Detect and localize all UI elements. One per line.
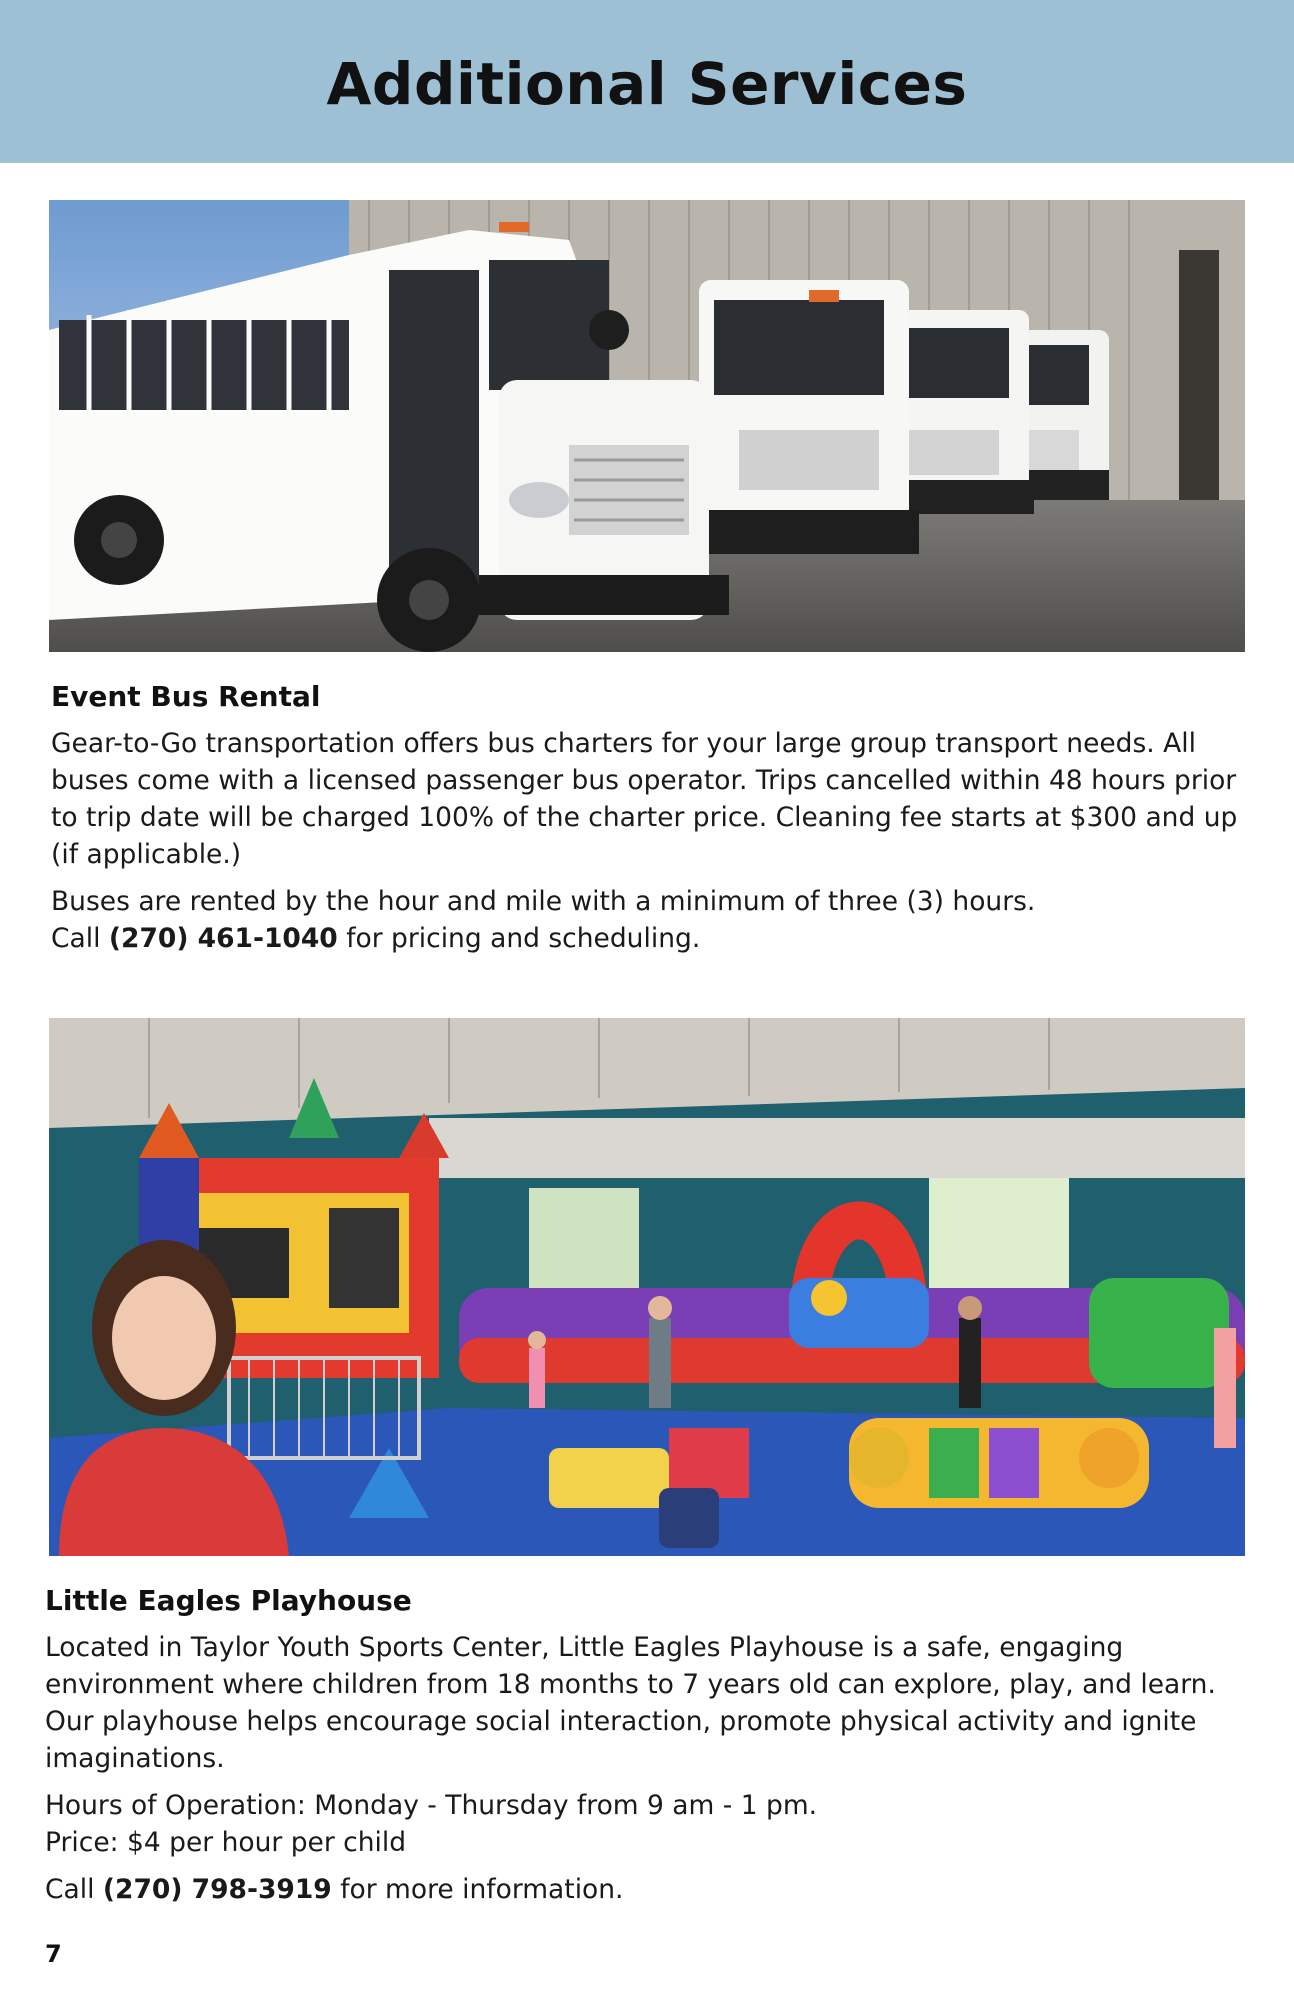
event-bus-rental-call xyxy=(51,920,1251,957)
event-bus-rental-terms: Buses are rented by the hour and mile with a minimum of three (3) hours. xyxy=(51,886,1036,917)
bus-fleet-photo xyxy=(49,200,1245,652)
page-number: 7 xyxy=(45,1940,62,1968)
playhouse-hours: Hours of Operation: Monday - Thursday from 9 am - 1 pm. xyxy=(45,1790,818,1821)
page-header xyxy=(0,0,1294,163)
playhouse-photo xyxy=(49,1018,1245,1556)
event-bus-rental-heading: Event Bus Rental xyxy=(51,680,321,713)
playhouse-call xyxy=(45,1871,1245,1908)
call-suffix: for pricing and scheduling. xyxy=(346,923,701,954)
bus-phone-number[interactable]: (270) 461-1040 xyxy=(108,923,338,954)
page-title: Additional Services xyxy=(326,50,968,118)
playhouse-phone-number[interactable]: (270) 798-3919 xyxy=(102,1874,332,1905)
little-eagles-playhouse-description: Located in Taylor Youth Sports Center, Little Eagles Playhouse is a safe, engaging environment where children from 18 months to 7 years old can explore, play, and learn. Our playhouse helps encourage social interaction, promote physical activity and ignite imaginations. xyxy=(45,1632,1216,1774)
call-prefix: Call xyxy=(45,1874,95,1905)
playhouse-illustration xyxy=(49,1018,1245,1556)
little-eagles-playhouse-heading: Little Eagles Playhouse xyxy=(45,1584,412,1617)
bus-fleet-illustration xyxy=(49,200,1245,652)
call-prefix: Call xyxy=(51,923,101,954)
playhouse-price: Price: $4 per hour per child xyxy=(45,1827,407,1858)
call-suffix: for more information. xyxy=(340,1874,624,1905)
event-bus-rental-section xyxy=(51,680,1251,957)
little-eagles-playhouse-section xyxy=(45,1584,1245,1908)
event-bus-rental-description: Gear-to-Go transportation offers bus charters for your large group transport needs. All buses come with a licensed passenger bus operator. Trips cancelled within 48 hours prior to trip date will be charged 100% of the charter price. Cleaning fee starts at $300 and up (if applicable.) xyxy=(51,728,1238,870)
